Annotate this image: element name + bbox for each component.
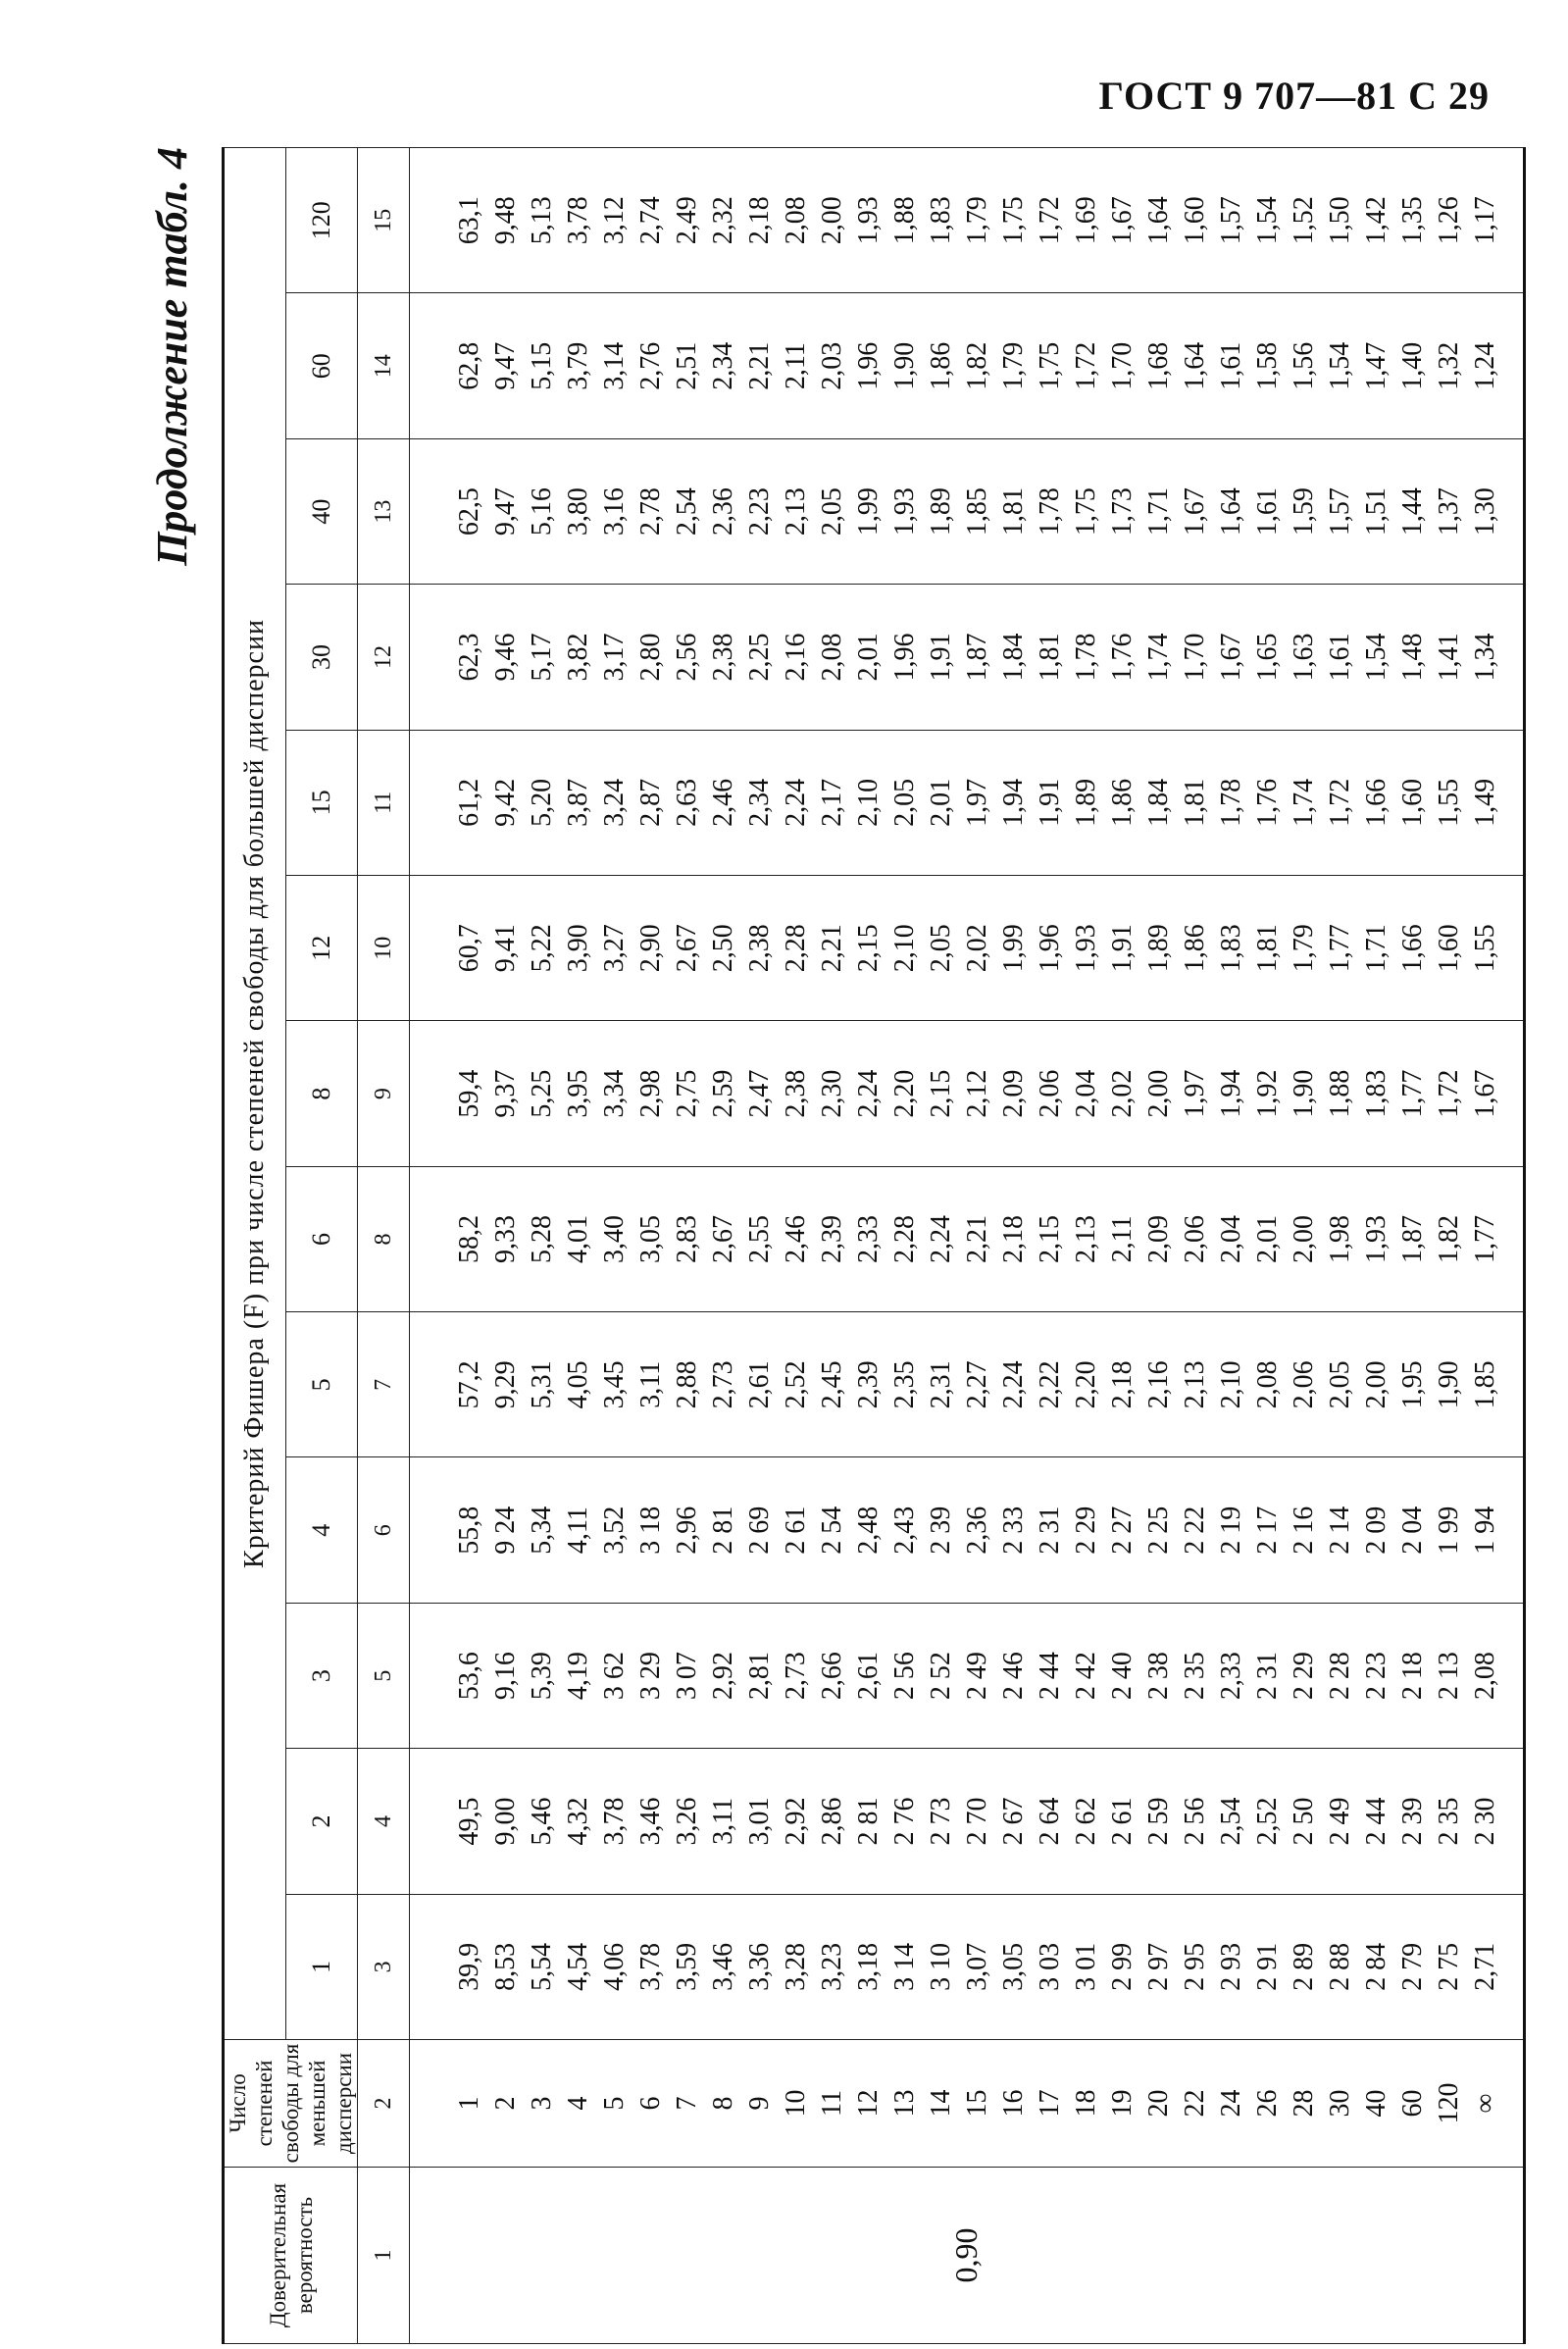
df-large-header: 40	[286, 438, 358, 584]
fisher-criterion-table	[222, 147, 1526, 2344]
f-values-column: 53,6 9,16 5,39 4,19 3 62 3 29 3 07 2,92 2,81 2,73 2,66 2,61 2 56 2 52 2 49 2 46 2 44 2 42 2 40 2 38 2 35 2,33 2 31 2 29 2 28 2 23 2 18 2 13 2,08	[454, 1652, 1500, 1701]
column-number: 8	[358, 1166, 410, 1311]
fisher-group-header: Критерий Фишера (F) при числе степеней свободы для большей дисперсии	[224, 148, 286, 2040]
column-number: 15	[358, 148, 410, 294]
page-header: ГОСТ 9 707—81 С 29	[1098, 74, 1490, 118]
df-large-header: 2	[286, 1749, 358, 1894]
table-header-row	[224, 148, 286, 2344]
column-number: 6	[358, 1457, 410, 1603]
confidence-column-header: Доверительная вероятность	[224, 2168, 358, 2344]
df-large-header: 12	[286, 876, 358, 1021]
column-number: 12	[358, 585, 410, 730]
df-large-header: 5	[286, 1312, 358, 1457]
f-values-column: 39,9 8,53 5,54 4,54 4,06 3,78 3,59 3,46 3,36 3,28 3,23 3,18 3 14 3 10 3,07 3,05 3 03 3 01 2 99 2 97 2 95 2 93 2 91 2 89 2 88 2 84 2 79 2 75 2,71	[454, 1942, 1500, 1991]
f-values-column: 61,2 9,42 5,20 3,87 3,24 2,87 2,63 2,46 2,34 2,24 2,17 2,10 2,05 2,01 1,97 1,94 1,91 1,89 1,86 1,84 1,81 1,78 1,76 1,74 1,72 1,66 1,60 1,55 1,49	[454, 778, 1500, 827]
table-rotation-frame	[147, 147, 1520, 2344]
df-large-header: 8	[286, 1021, 358, 1166]
f-values-column: 55,8 9 24 5,34 4,11 3,52 3 18 2,96 2 81 2 69 2 61 2 54 2,48 2,43 2 39 2,36 2 33 2 31 2 29 2 27 2 25 2 22 2 19 2 17 2 16 2 14 2 09 2 04 1 99 1 94	[454, 1506, 1500, 1555]
column-number: 7	[358, 1312, 410, 1457]
df-large-header: 120	[286, 148, 358, 294]
f-values-column: 59,4 9,37 5,25 3,95 3,34 2,98 2,75 2,59 2,47 2,38 2,30 2,24 2,20 2,15 2,12 2,09 2,06 2,04 2,02 2,00 1,97 1,94 1,92 1,90 1,88 1,83 1,77 1,72 1,67	[454, 1069, 1500, 1118]
column-number: 9	[358, 1021, 410, 1166]
table-body-row	[410, 148, 1525, 2344]
df-large-header: 3	[286, 1603, 358, 1748]
rotated-table-area	[147, 147, 1520, 2344]
column-number: 4	[358, 1749, 410, 1894]
column-number: 10	[358, 876, 410, 1021]
f-values-column: 49,5 9,00 5,46 4,32 3,78 3,46 3,26 3,11 3,01 2,92 2,86 2 81 2 76 2 73 2 70 2 67 2 64 2 62 2 61 2 59 2 56 2,54 2,52 2 50 2 49 2 44 2 39 2 35 2 30	[454, 1797, 1500, 1846]
df-large-header: 15	[286, 730, 358, 875]
column-number: 13	[358, 438, 410, 584]
f-values-column: 62,8 9,47 5,15 3,79 3,14 2,76 2,51 2,34 2,21 2,11 2,03 1,96 1,90 1,86 1,82 1,79 1,75 1,72 1,70 1,68 1,64 1,61 1,58 1,56 1,54 1,47 1,40 1,32 1,24	[454, 341, 1500, 390]
f-values-column: 63,1 9,48 5,13 3,78 3,12 2,74 2,49 2,32 2,18 2,08 2,00 1,93 1,88 1,83 1,79 1,75 1,72 1,69 1,67 1,64 1,60 1,57 1,54 1,52 1,50 1,42 1,35 1,26 1,17	[454, 196, 1500, 245]
column-number: 1	[358, 2168, 410, 2344]
column-number-row	[358, 148, 410, 2344]
column-number: 5	[358, 1603, 410, 1748]
column-number: 2	[358, 2040, 410, 2168]
table-caption: Продолжение табл. 4	[148, 147, 196, 566]
f-values-column: 62,3 9,46 5,17 3,82 3,17 2,80 2,56 2,38 2,25 2,16 2,08 2,01 1,96 1,91 1,87 1,84 1,81 1,78 1,76 1,74 1,70 1,67 1,65 1,63 1,61 1,54 1,48 1,41 1,34	[454, 633, 1500, 682]
confidence-value: 0,90	[410, 2168, 1525, 2344]
df-large-header: 6	[286, 1166, 358, 1311]
df-large-header: 1	[286, 1894, 358, 2039]
df-large-header: 60	[286, 293, 358, 438]
f-values-column: 58,2 9,33 5,28 4,01 3,40 3,05 2,83 2,67 2,55 2,46 2,39 2,33 2,28 2,24 2,21 2,18 2,15 2,13 2,11 2,09 2,06 2,04 2,01 2,00 1,98 1,93 1,87 1,82 1,77	[454, 1214, 1500, 1263]
f-values-column: 62,5 9,47 5,16 3,80 3,16 2,78 2,54 2,36 2,23 2,13 2,05 1,99 1,93 1,89 1,85 1,81 1,78 1,75 1,73 1,71 1,67 1,64 1,61 1,59 1,57 1,51 1,44 1,37 1,30	[454, 487, 1500, 536]
column-number: 14	[358, 293, 410, 438]
df-large-header: 4	[286, 1457, 358, 1603]
f-values-column: 57,2 9,29 5,31 4,05 3,45 3,11 2,88 2,73 2,61 2,52 2,45 2,39 2,35 2,31 2,27 2,24 2,22 2,20 2,18 2,16 2,13 2,10 2,08 2,06 2,05 2,00 1,95 1,90 1,85	[454, 1360, 1500, 1409]
df-small-column-header: Число степеней свободы для меньшей дисперсии	[224, 2040, 358, 2168]
column-number: 3	[358, 1894, 410, 2039]
df-large-header-row	[286, 148, 358, 2344]
df-large-header: 30	[286, 585, 358, 730]
column-number: 11	[358, 730, 410, 875]
df-small-values: 1 2 3 4 5 6 7 8 9 10 11 12 13 14 15 16 17 18 19 20 22 24 26 28 30 40 60 120 ∞	[454, 2082, 1500, 2124]
f-values-column: 60,7 9,41 5,22 3,90 3,27 2,90 2,67 2,50 2,38 2,28 2,21 2,15 2,10 2,05 2,02 1,99 1,96 1,93 1,91 1,89 1,86 1,83 1,81 1,79 1,77 1,71 1,66 1,60 1,55	[454, 924, 1500, 973]
